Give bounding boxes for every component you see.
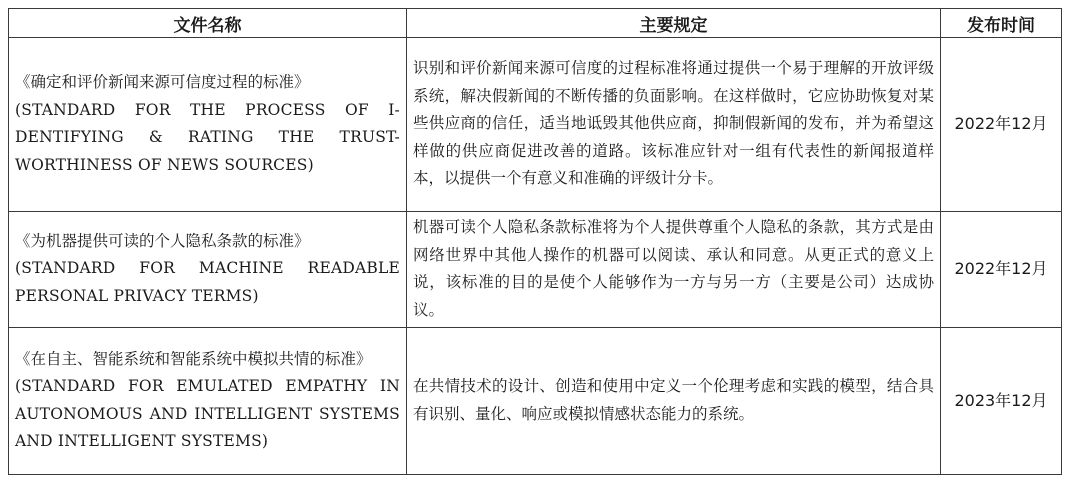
release-date-cell: 2023年12月 xyxy=(941,328,1062,475)
standards-table-container xyxy=(8,8,1061,475)
document-name-cell xyxy=(9,38,407,212)
document-name-cell xyxy=(9,212,407,328)
document-name-english: (STANDARD FOR THE PROCESS OF I-DENTIFYING & RATING THE TRUST-WORTHINESS OF NEWS SOURCES) xyxy=(15,100,400,174)
table-row xyxy=(9,328,1062,475)
table-row xyxy=(9,212,1062,328)
header-main-provisions: 主要规定 xyxy=(407,9,941,38)
standards-table xyxy=(8,8,1062,475)
document-name-chinese: 《为机器提供可读的个人隐私条款的标准》 xyxy=(15,231,310,250)
header-release-date: 发布时间 xyxy=(941,9,1062,38)
header-document-name: 文件名称 xyxy=(9,9,407,38)
release-date-cell: 2022年12月 xyxy=(941,212,1062,328)
main-provisions-cell: 识别和评价新闻来源可信度的过程标准将通过提供一个易于理解的开放评级系统，解决假新闻的不断传播的负面影响。在这样做时，它应协助恢复对某些供应商的信任，适当地诋毁其他供应商，抑制假新闻的发布，并为希望这样做的供应商促进改善的道路。该标准应针对一组有代表性的新闻报道样本，以提供一个有意义和准确的评级计分卡。 xyxy=(407,38,941,212)
table-row xyxy=(9,38,1062,212)
release-date-cell: 2022年12月 xyxy=(941,38,1062,212)
main-provisions-cell: 在共情技术的设计、创造和使用中定义一个伦理考虑和实践的模型，结合具有识别、量化、响应或模拟情感状态能力的系统。 xyxy=(407,328,941,475)
document-name-chinese: 《在自主、智能系统和智能系统中模拟共情的标准》 xyxy=(15,349,372,368)
main-provisions-cell: 机器可读个人隐私条款标准将为个人提供尊重个人隐私的条款，其方式是由网络世界中其他人操作的机器可以阅读、承认和同意。从更正式的意义上说，该标准的目的是使个人能够作为一方与另一方（主要是公司）达成协议。 xyxy=(407,212,941,328)
document-name-chinese: 《确定和评价新闻来源可信度过程的标准》 xyxy=(15,73,310,91)
document-name-cell xyxy=(9,328,407,475)
table-header-row xyxy=(9,9,1062,38)
document-name-english: (STANDARD FOR EMULATED EMPATHY IN AUTONOMOUS AND INTELLIGENT SYSTEMS AND INTELLIGENT SYSTEMS) xyxy=(15,377,400,450)
document-name-english: (STANDARD FOR MACHINE READABLE PERSONAL PRIVACY TERMS) xyxy=(15,259,400,305)
